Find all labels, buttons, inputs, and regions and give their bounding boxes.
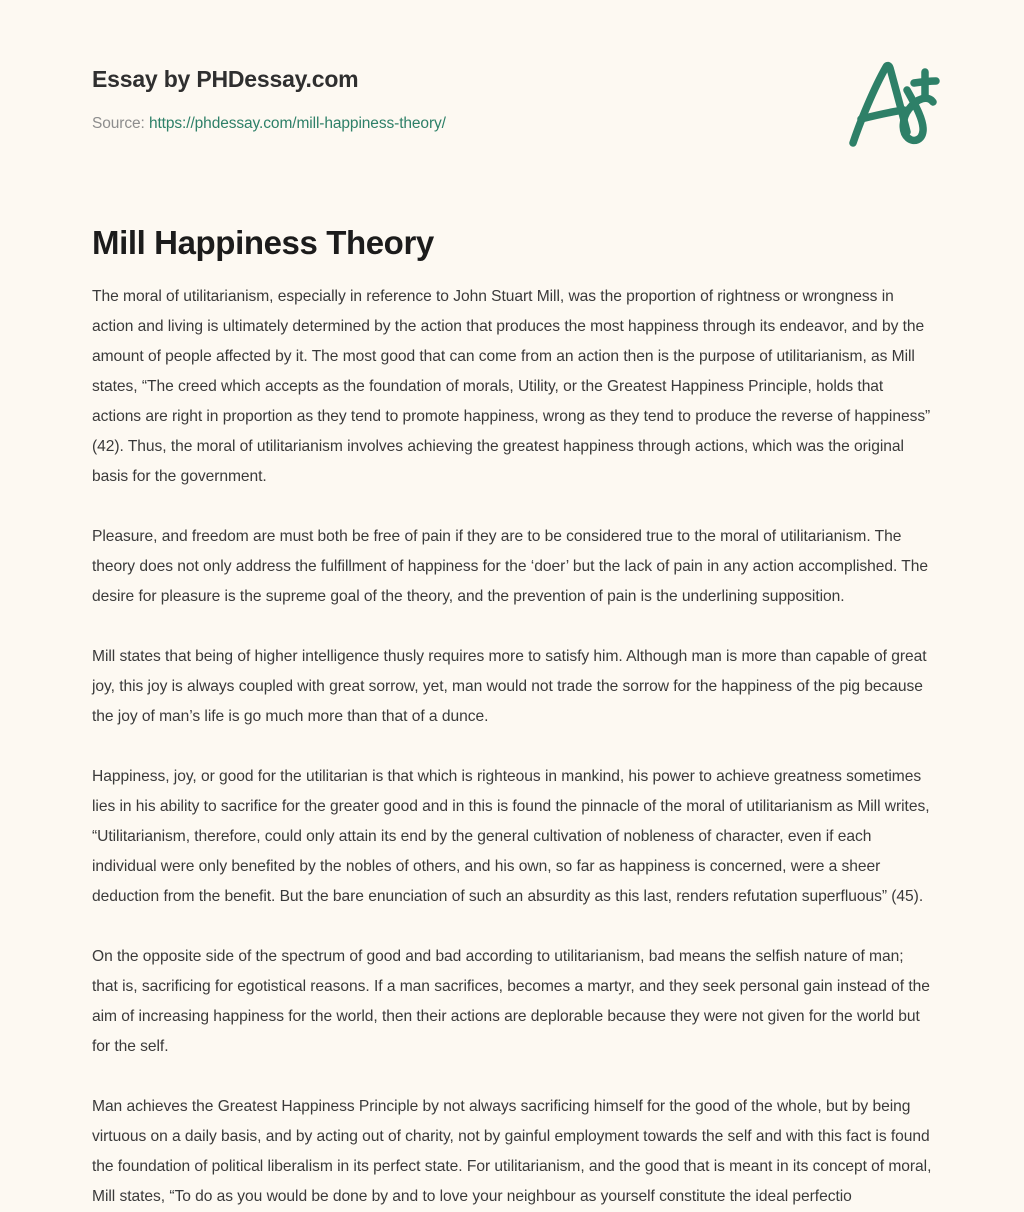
paragraph: On the opposite side of the spectrum of good and bad according to utilitarianism, bad means the selfish nature of man; that is, sacrificing for egotistical reasons. If a man sacrifices, becomes a martyr, and they seek personal gain instead of the aim of increasing happiness for the world, then their actions are deplorable because they were not given for the world but for the self. (92, 948, 930, 1055)
source-line (92, 115, 932, 134)
a-plus-logo-icon (840, 50, 950, 160)
paragraph: Man achieves the Greatest Happiness Principle by not always sacrificing himself for the good of the whole, but by being virtuous on a daily basis, and by acting out of charity, not by gainful employment towards the self and with this fact is found the foundation of political liberalism in its perfect state. For utilitarianism, and the good that is meant in its concept of moral, Mill states, “To do as you would be done by and to love your neighbour as yourself constitute the ideal perfectio (92, 1098, 932, 1205)
page-header (0, 0, 1024, 133)
source-url-link[interactable]: https://phdessay.com/mill-happiness-theory/ (148, 114, 446, 132)
brand-title: Essay by PHDessay.com (92, 66, 359, 92)
essay-body (0, 282, 1024, 1212)
page-title: Mill Happiness Theory (92, 224, 434, 261)
paragraph: Happiness, joy, or good for the utilitarian is that which is righteous in mankind, his power to achieve greatness sometimes lies in his ability to sacrifice for the greater good and in this is found the pinnacle of the moral of utilitarianism as Mill writes, “Utilitarianism, therefore, could only attain its end by the general cultivation of nobleness of character, even if each individual were only benefited by the nobles of others, and his own, so far as happiness is concerned, were a sheer deduction from the benefit. But the bare enunciation of such an absurdity as this last, renders refutation superfluous” (45). (92, 768, 930, 905)
source-label: Source: (92, 114, 145, 132)
paragraph: Pleasure, and freedom are must both be free of pain if they are to be considered true to the moral of utilitarianism. The theory does not only address the fulfillment of happiness for the ‘doer’ but the lack of pain in any action accomplished. The desire for pleasure is the supreme goal of the theory, and the prevention of pain is the underlining supposition. (92, 528, 929, 605)
paragraph: Mill states that being of higher intelligence thusly requires more to satisfy him. Although man is more than capable of great joy, this joy is always coupled with great sorrow, yet, man would not trade the sorrow for the happiness of the pig because the joy of man’s life is go much more than that of a dunce. (92, 648, 927, 725)
paragraph: The moral of utilitarianism, especially in reference to John Stuart Mill, was the proportion of rightness or wrongness in action and living is ultimately determined by the action that produces the most happiness through its endeavor, and by the amount of people affected by it. The most good that can come from an action then is the purpose of utilitarianism, as Mill states, “The creed which accepts as the foundation of morals, Utility, or the Greatest Happiness Principle, holds that actions are right in proportion as they tend to promote happiness, wrong as they tend to produce the reverse of happiness” (42). Thus, the moral of utilitarianism involves achieving the greatest happiness through actions, which was the original basis for the government. (92, 288, 931, 485)
